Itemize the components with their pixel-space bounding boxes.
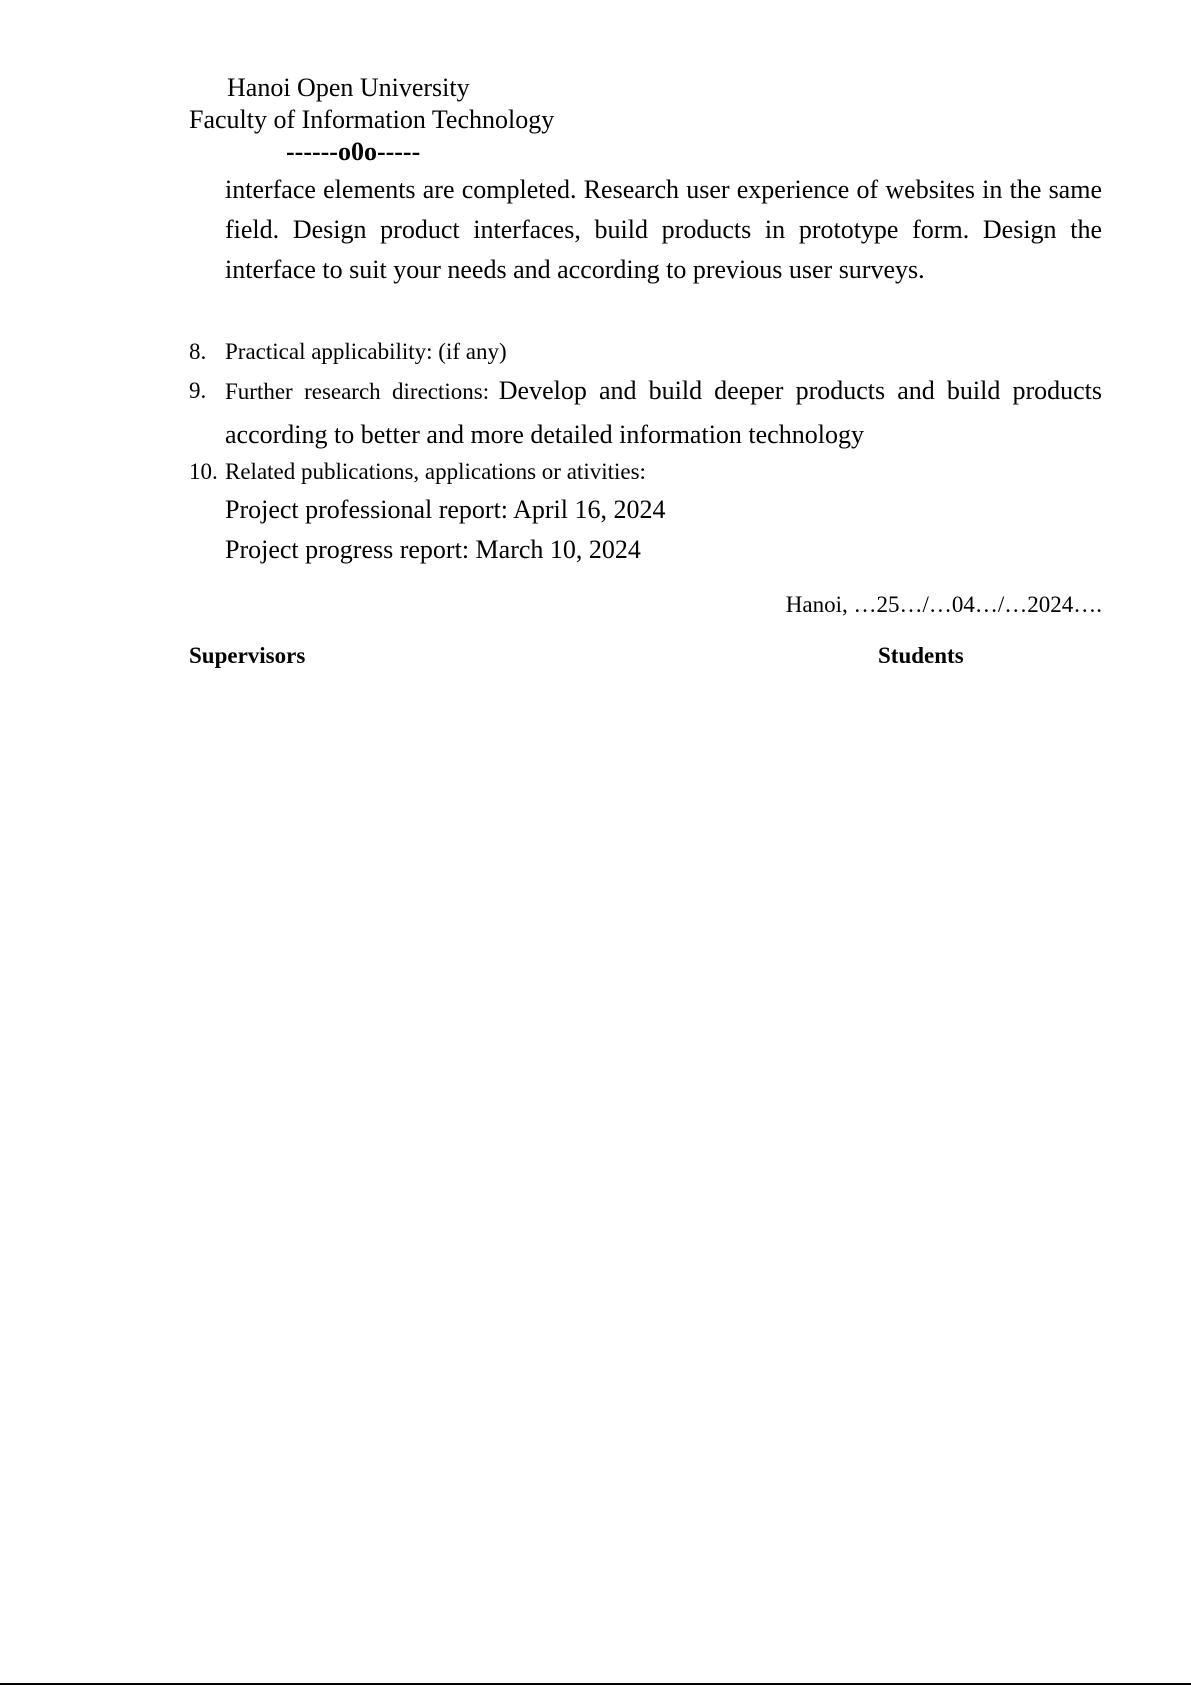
report-line-progress: Project progress report: March 10, 2024 <box>225 535 641 564</box>
item-label: Further research directions: <box>225 379 490 404</box>
date-line: Hanoi, …25…/…04…/…2024…. <box>785 592 1102 617</box>
faculty-name: Faculty of Information Technology <box>189 105 555 134</box>
item-label: Related publications, applications or ativities: <box>225 459 646 484</box>
supervisors-label: Supervisors <box>189 643 306 668</box>
item-number: 10. <box>189 459 218 484</box>
item-label: Practical applicability: (if any) <box>225 339 507 364</box>
university-name: Hanoi Open University <box>227 73 470 102</box>
item-number: 8. <box>189 339 207 364</box>
report-line-professional: Project professional report: April 16, 2024 <box>225 495 666 524</box>
continued-paragraph: interface elements are completed. Research user experience of websites in the same field. Design product interfaces, build products in prototype form. Design the interface to suit your needs and according to previous user surveys. <box>225 175 1102 284</box>
header-divider: ------o0o----- <box>286 137 421 166</box>
item-number: 9. <box>189 378 207 403</box>
item-text: Develop and build deeper products and build products according to better and more detailed information technology <box>225 376 1102 449</box>
students-label: Students <box>878 643 964 668</box>
